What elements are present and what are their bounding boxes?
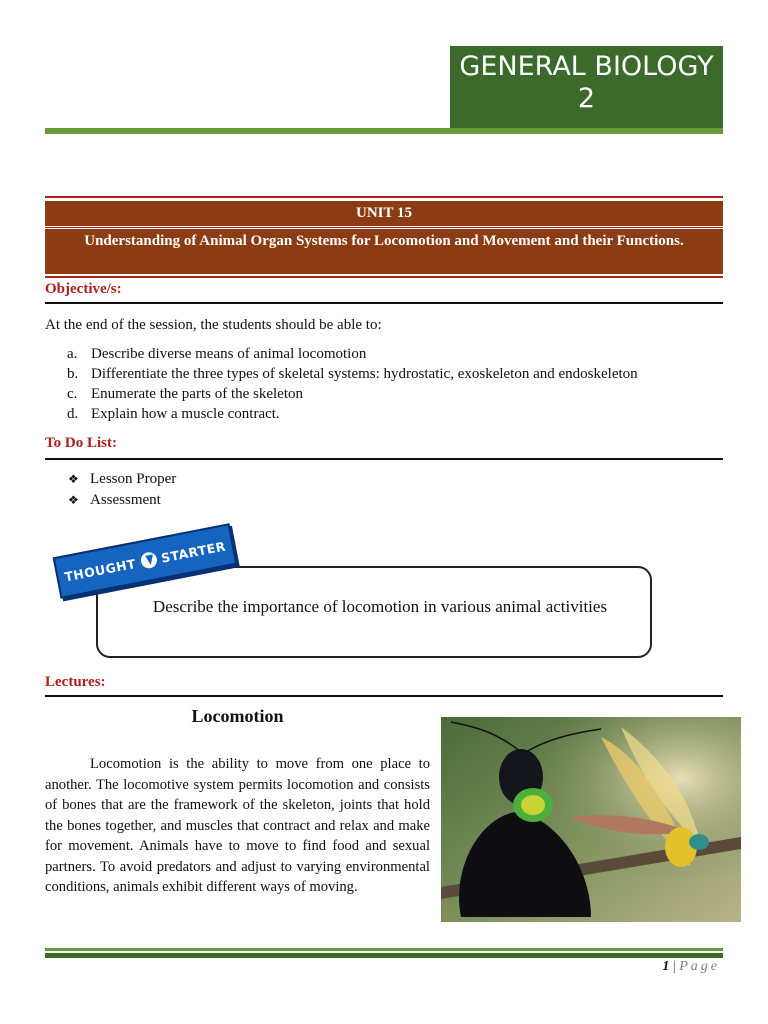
- todo-heading: To Do List:: [45, 435, 117, 451]
- unit-bottom-rule: [45, 276, 723, 278]
- list-text: Describe diverse means of animal locomotion: [91, 346, 367, 362]
- todo-list: [68, 469, 176, 511]
- diamond-bullet-icon: ❖: [68, 493, 79, 507]
- objectives-list: [67, 344, 717, 424]
- lectures-rule: [45, 695, 723, 697]
- badge-left-text: THOUGHT: [63, 555, 138, 585]
- list-item: [67, 364, 717, 384]
- locomotion-heading: Locomotion: [191, 706, 284, 726]
- page-number: [662, 959, 720, 975]
- footer-rule-light: [45, 948, 723, 951]
- document-title-line1: GENERAL BIOLOGY: [459, 51, 714, 82]
- list-marker: d.: [67, 406, 79, 422]
- list-text: Enumerate the parts of the skeleton: [91, 386, 304, 402]
- bird-of-paradise-image: [441, 717, 741, 922]
- objectives-intro: At the end of the session, the students should be able to:: [45, 317, 382, 333]
- unit-label: UNIT 15: [45, 201, 723, 226]
- list-marker: b.: [67, 366, 79, 382]
- document-title-box: [450, 46, 723, 130]
- unit-title: Understanding of Animal Organ Systems for Locomotion and Movement and their Functions.: [45, 229, 723, 274]
- bird-photo-illustration: [441, 717, 741, 922]
- diamond-bullet-icon: ❖: [68, 472, 79, 486]
- list-text: Assessment: [90, 492, 161, 508]
- list-item: [67, 384, 717, 404]
- list-text: Explain how a muscle contract.: [91, 406, 280, 422]
- unit-top-rule: [45, 196, 723, 198]
- list-item: [68, 469, 176, 490]
- list-marker: a.: [67, 346, 78, 362]
- list-text: Differentiate the three types of skeletal systems: hydrostatic, exoskeleton and endoskeleton: [91, 366, 638, 382]
- footer-rule-dark: [45, 953, 723, 958]
- todo-rule: [45, 458, 723, 460]
- locomotion-paragraph: Locomotion is the ability to move from one place to another. The locomotive system permits locomotion and consists of bones that are the framework of the skeleton, joints that hold the bones together, and muscles that contract and relax and make for movement. Animals have to move to find food and sexual partners. To avoid predators and adjust to varying environmental conditions, animals exhibit different ways of moving.: [45, 756, 430, 895]
- list-item: [68, 490, 176, 511]
- list-item: [67, 344, 717, 364]
- page-number-separator: |: [672, 959, 676, 974]
- list-marker: c.: [67, 386, 78, 402]
- objectives-heading: Objective/s:: [45, 281, 122, 297]
- unit-mid-rule: [45, 227, 723, 228]
- lightbulb-icon: [139, 551, 158, 570]
- document-title-line2: 2: [577, 83, 596, 114]
- list-text: Lesson Proper: [90, 471, 177, 487]
- objectives-rule: [45, 302, 723, 304]
- thought-starter-prompt: Describe the importance of locomotion in various animal activities: [152, 597, 608, 616]
- badge-right-text: STARTER: [159, 537, 227, 566]
- lectures-heading: Lectures:: [45, 674, 106, 690]
- page-number-value: 1: [662, 959, 670, 974]
- list-item: [67, 404, 717, 424]
- header-divider: [45, 128, 723, 134]
- page-label: Page: [679, 959, 720, 974]
